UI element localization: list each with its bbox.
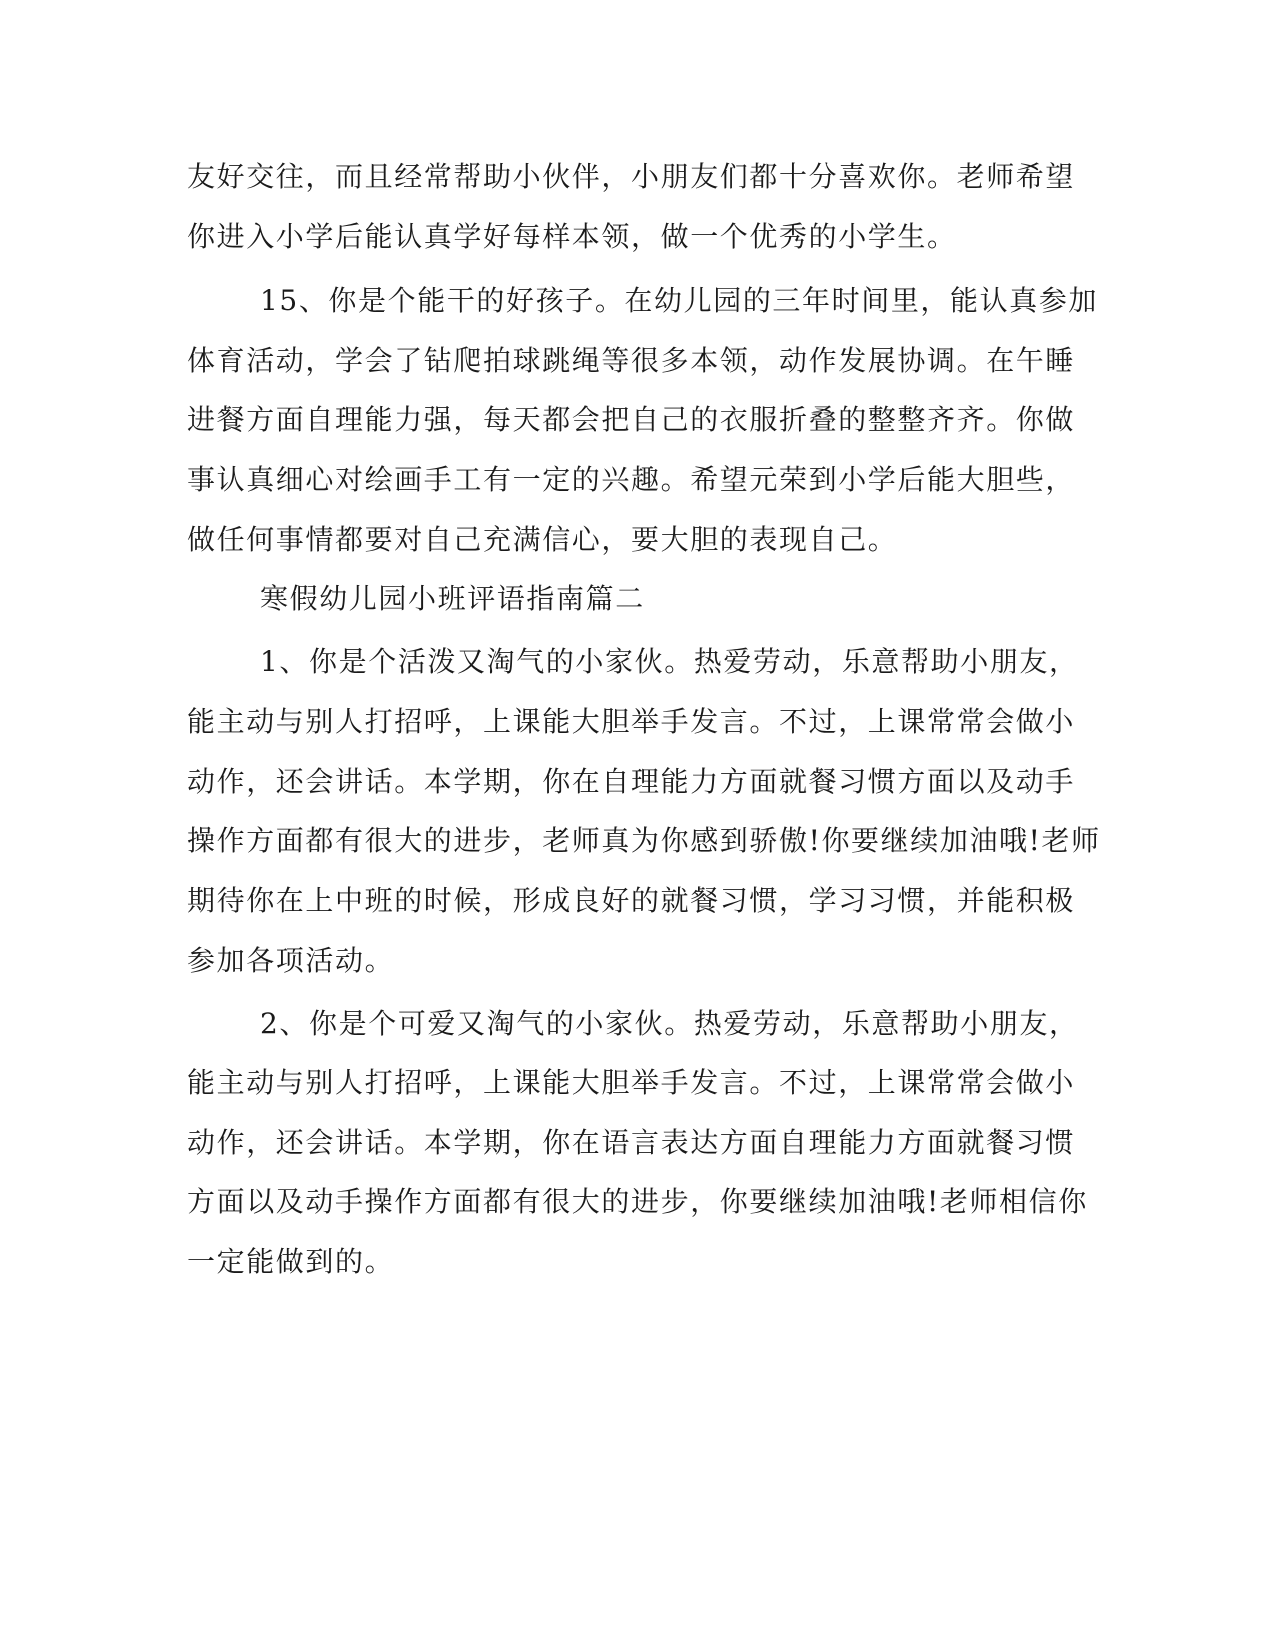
text-line: 一定能做到的。 (187, 1245, 395, 1278)
section-heading: 寒假幼儿园小班评语指南篇二 (260, 582, 645, 615)
text-line: 事认真细心对绘画手工有一定的兴趣。希望元荣到小学后能大胆些， (187, 463, 1076, 496)
text-line: 能主动与别人打招呼，上课能大胆举手发言。不过，上课常常会做小 (187, 1066, 1076, 1099)
text-line: 操作方面都有很大的进步，老师真为你感到骄傲!你要继续加油哦!老师 (187, 824, 1101, 857)
text-line: 你进入小学后能认真学好每样本领，做一个优秀的小学生。 (187, 220, 957, 253)
text-line: 动作，还会讲话。本学期，你在自理能力方面就餐习惯方面以及动手 (187, 765, 1076, 798)
text-line: 进餐方面自理能力强，每天都会把自己的衣服折叠的整整齐齐。你做 (187, 403, 1076, 436)
text-line: 期待你在上中班的时候，形成良好的就餐习惯，学习习惯，并能积极 (187, 884, 1076, 917)
text-line: 15、你是个能干的好孩子。在幼儿园的三年时间里，能认真参加 (260, 284, 1099, 317)
text-line: 做任何事情都要对自己充满信心，要大胆的表现自己。 (187, 523, 898, 556)
text-line: 参加各项活动。 (187, 944, 395, 977)
text-line: 2、你是个可爱又淘气的小家伙。热爱劳动，乐意帮助小朋友， (260, 1007, 1079, 1040)
text-line: 能主动与别人打招呼，上课能大胆举手发言。不过，上课常常会做小 (187, 705, 1076, 738)
text-line: 动作，还会讲话。本学期，你在语言表达方面自理能力方面就餐习惯 (187, 1126, 1076, 1159)
text-line: 体育活动，学会了钻爬拍球跳绳等很多本领，动作发展协调。在午睡 (187, 344, 1076, 377)
text-line: 方面以及动手操作方面都有很大的进步，你要继续加油哦!老师相信你 (187, 1185, 1088, 1218)
text-line: 友好交往，而且经常帮助小伙伴，小朋友们都十分喜欢你。老师希望 (187, 160, 1076, 193)
text-line: 1、你是个活泼又淘气的小家伙。热爱劳动，乐意帮助小朋友， (260, 645, 1079, 678)
